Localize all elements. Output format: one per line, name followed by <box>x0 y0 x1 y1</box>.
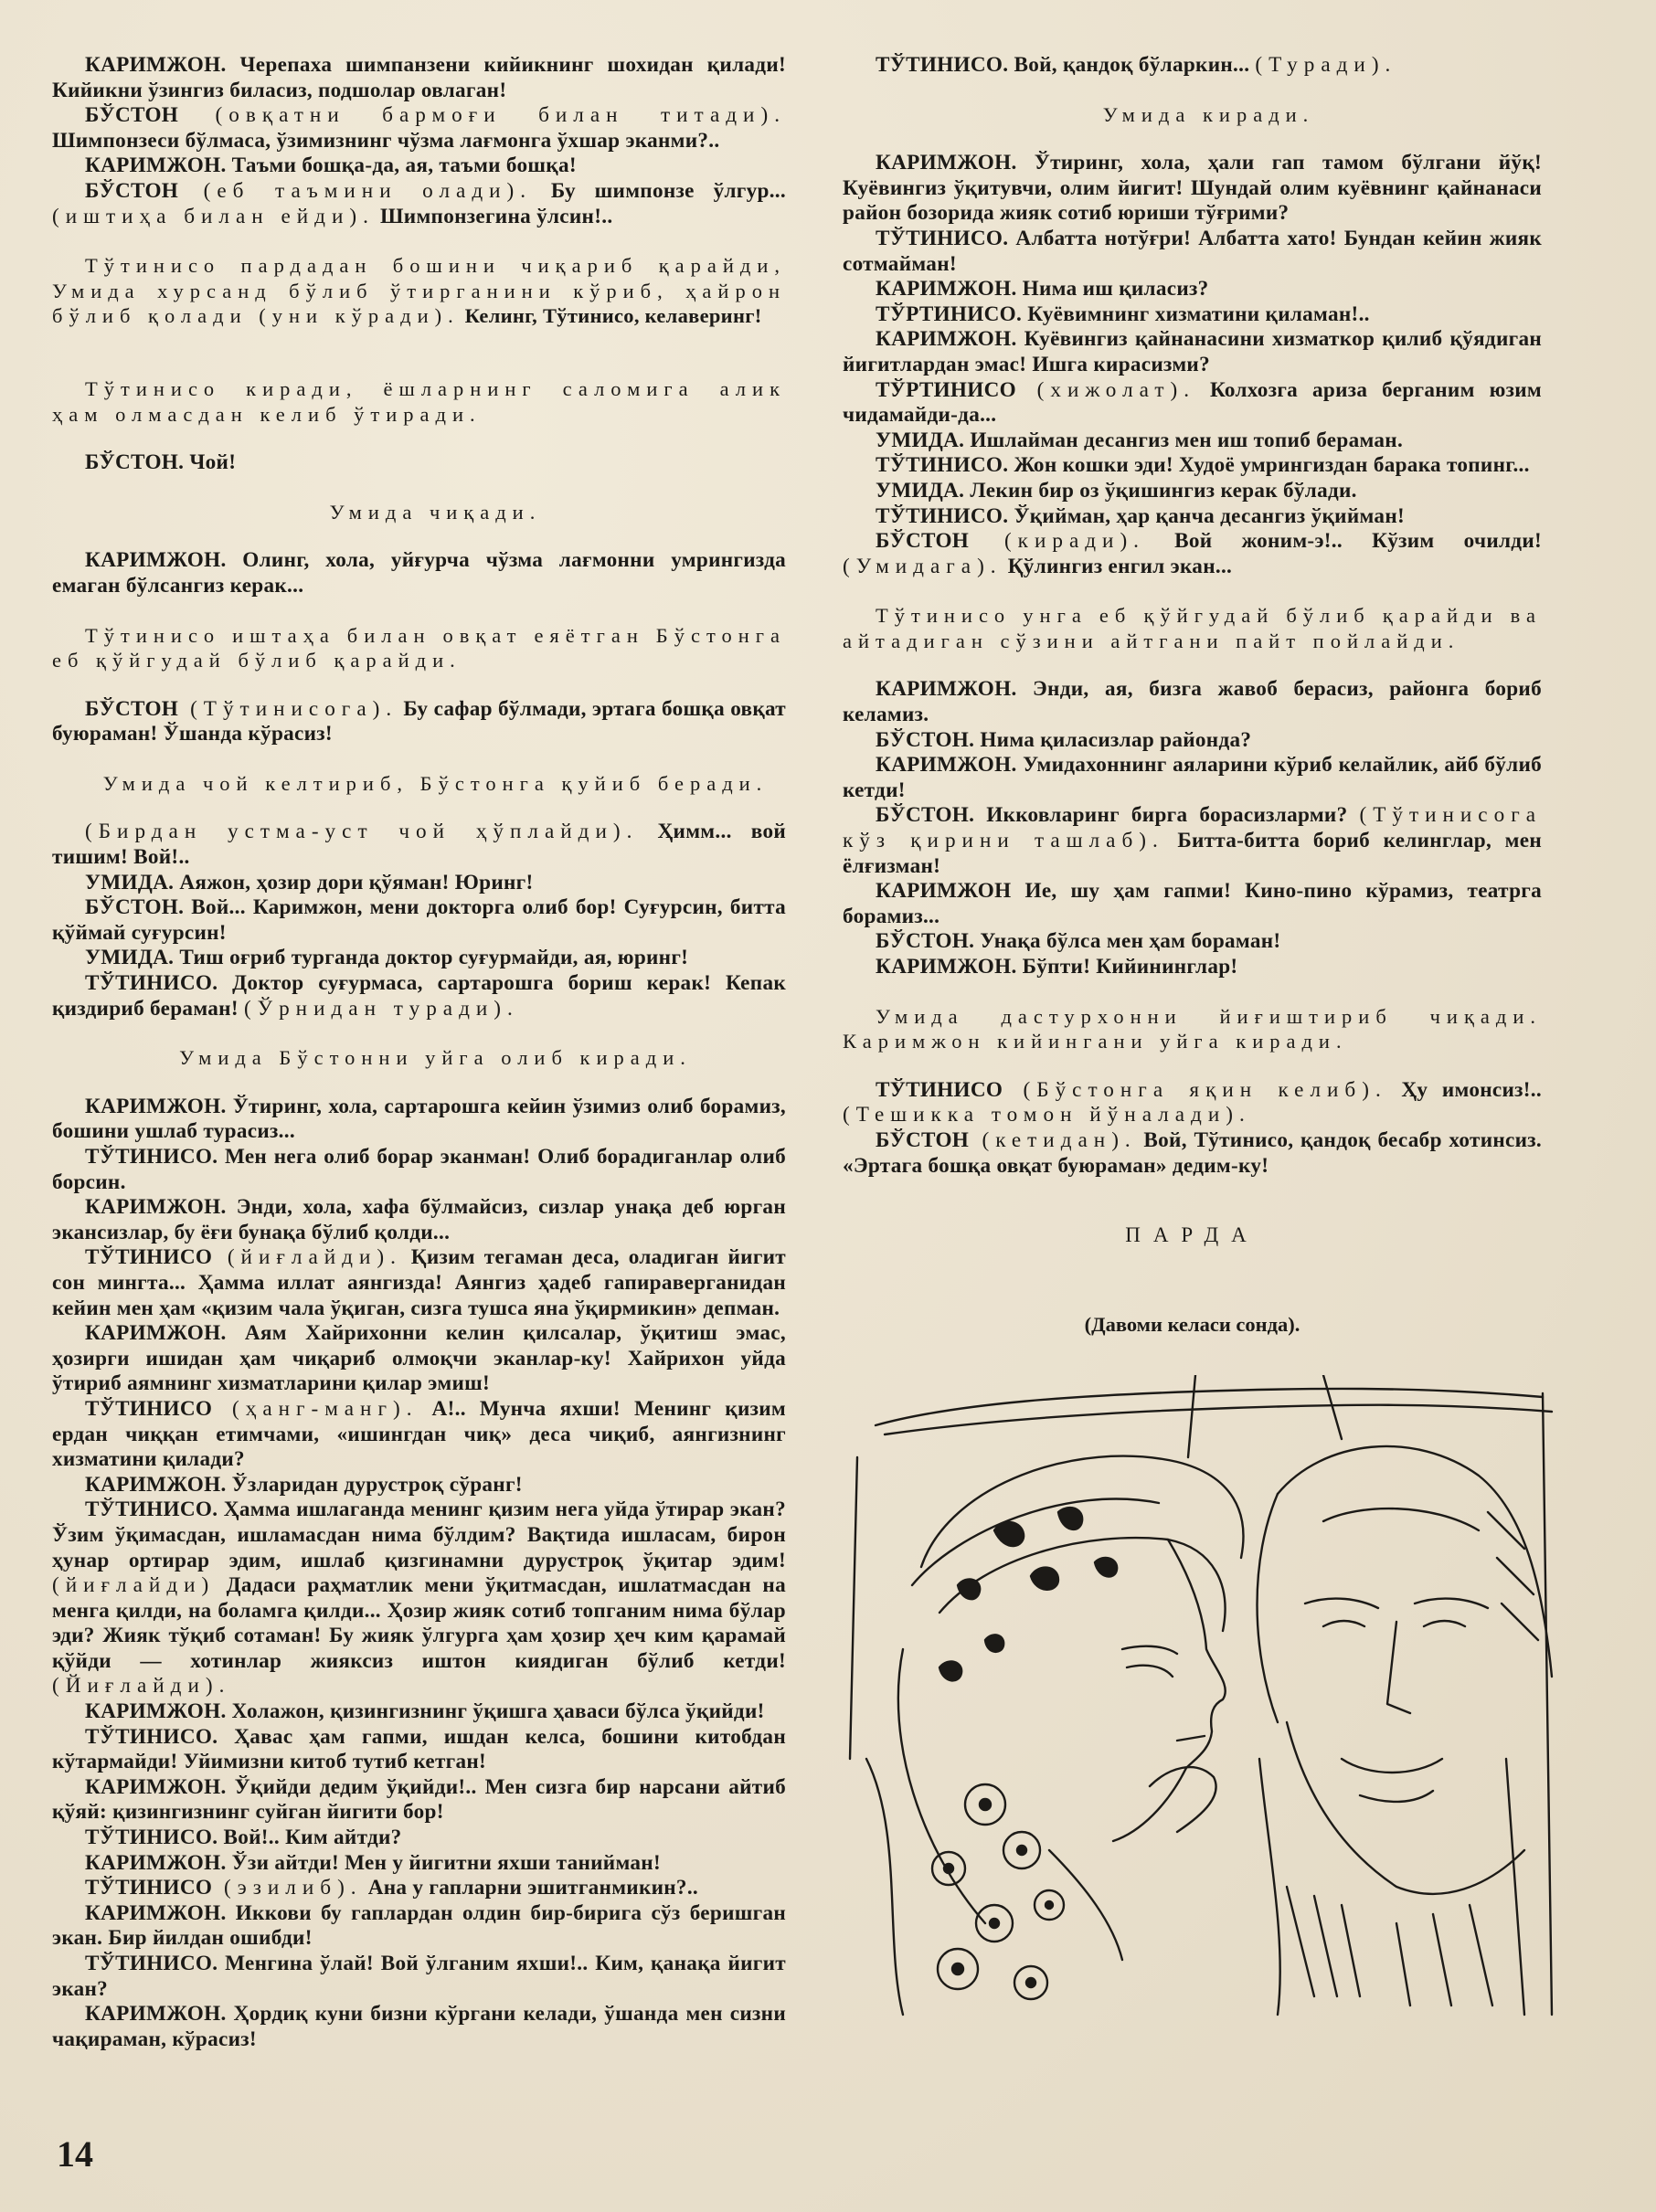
stage-direction: (Бирдан устма-уст чой ҳўплайди). <box>85 820 639 844</box>
speaker-name: ТЎТИНИСО <box>85 1396 213 1421</box>
dialogue-text: Куёвимнинг хизматини қиламан!.. <box>1022 302 1370 326</box>
dialogue-line <box>52 548 786 598</box>
stage-note <box>843 102 1542 128</box>
stage-note-text: Умида дастурхонни йиғиштириб чиқади. Каримжон кийингани уйга киради. <box>843 1004 1542 1053</box>
speaker-name: БЎСТОН. <box>876 803 975 828</box>
dialogue-text: Ҳамма ишлаганда менинг қизим нега уйда ўтирар экан? Ўзим ўқимасдан, ишламасдан нима бўлдим? Вақтида ишласам, бирон ҳунар ортирар эдим, ишлаб қизгинамни дурустроқ ўқитар эдим! <box>52 1498 786 1572</box>
continued-note: (Давоми келаси сонда). <box>1084 1312 1300 1336</box>
dialogue-line <box>52 1498 786 1699</box>
dialogue-line <box>843 302 1542 328</box>
dialogue-text: Бўпти! Кийининглар! <box>1016 955 1238 979</box>
dialogue-text: Лекин бир оз ўқишингиз керак бўлади. <box>964 478 1357 503</box>
dialogue-line <box>52 971 786 1021</box>
dialogue-line <box>52 1397 786 1473</box>
stage-direction: (Йиғлайди). <box>52 1674 231 1699</box>
dialogue-text: Энди, ая, бизга жавоб берасиз, районга бориб келамиз. <box>843 677 1542 727</box>
dialogue-text: Вой жоним-э!.. Кўзим очилди! <box>1144 529 1542 554</box>
speaker-name: КАРИМЖОН. <box>85 1699 227 1724</box>
stage-note <box>843 603 1542 653</box>
dialogue-text: Шимпонзеси бўлмаса, ўзимизнинг чўзма лағмонга ўхшар эканми?.. <box>52 128 720 153</box>
dialogue-text: Тиш оғриб турганда доктор суғурмайди, ая, юринг! <box>174 946 689 970</box>
dialogue-text: Таъми бошқа-да, ая, таъми бошқа! <box>226 153 577 178</box>
dialogue-text: Ие, шу ҳам гапми! Кино-пино кўрамиз, театрга борамиз... <box>843 879 1542 928</box>
stage-direction: (ҳанг-манг). <box>212 1396 419 1421</box>
speaker-name: КАРИМЖОН. <box>85 1900 227 1925</box>
dialogue-line <box>52 179 786 229</box>
dialogue-text: Олинг, хола, уйғурча чўзма лағмонни умрингизда емаган бўлсангиз керак... <box>52 548 786 598</box>
speaker-name: ТЎТИНИСО. <box>85 1826 218 1850</box>
dialogue-text: Битта-битта бориб келинглар, мен ёлғизман! <box>843 829 1542 878</box>
speaker-name: БЎСТОН. <box>876 727 975 752</box>
stage-note <box>843 1004 1542 1054</box>
dialogue-text: Энди, хола, хафа бўлмайсиз, сизлар унақа деб юрган экансизлар, бу ёғи бунақа бўлиб қолди... <box>52 1195 786 1244</box>
speaker-name: ТЎТИНИСО. <box>876 53 1009 77</box>
dialogue-line <box>843 879 1542 929</box>
stage-note-text: Тўтинисо пардадан бошини чиқариб қарайди, Умида хурсанд бўлиб ўтирганини кўриб, ҳайрон бўлиб қолади (уни кўради). <box>52 254 786 328</box>
speaker-name: КАРИМЖОН. <box>85 153 227 178</box>
dialogue-line <box>843 453 1542 479</box>
dialogue-text: Ўзи айтди! Мен у йигитни яхши танийман! <box>226 1850 661 1875</box>
dialogue-line <box>52 450 786 476</box>
dialogue-text: Вой, қандоқ бўларкин... <box>1008 53 1256 77</box>
dialogue-text: Ишлайман десангиз мен иш топиб бераман. <box>964 428 1404 452</box>
right-text-column <box>843 53 1542 1337</box>
dialogue-text: Ўтиринг, хола, сартарошга кейин ўзимиз олиб борамиз, бошини ушлаб турасиз... <box>52 1094 786 1144</box>
dialogue-text: Вой... Каримжон, мени докторга олиб бор! Суғурсин, битта қўймай суғурсин! <box>52 895 786 945</box>
speaker-name: КАРИМЖОН. <box>85 1774 227 1799</box>
stage-note <box>52 253 786 329</box>
speaker-name: КАРИМЖОН. <box>876 151 1017 175</box>
dialogue-line <box>52 1195 786 1245</box>
stage-direction: (эзилиб). <box>212 1876 363 1900</box>
dialogue-text: Ўқийман, ҳар қанча десангиз ўқийман! <box>1008 503 1406 528</box>
stage-direction: (овқатни бармоғи билан титади). <box>178 103 786 128</box>
speaker-name: БЎСТОН. <box>85 450 185 475</box>
dialogue-text: Ўтиринг, хола, ҳали гап тамом бўлгани йўқ! Куёвингиз ўқитувчи, олим йигит! Шундай олим куёвнинг қайнанаси район бозорида жияк сотиб юриши тўғрими? <box>843 151 1542 226</box>
speaker-name: БЎСТОН. <box>876 929 975 954</box>
speaker-name: УМИДА. <box>85 946 175 970</box>
speaker-name: БЎСТОН <box>85 103 179 128</box>
stage-direction: (кетидан). <box>969 1127 1137 1152</box>
speaker-name: КАРИМЖОН. <box>85 548 227 573</box>
stage-note-text: Умида чой келтириб, Бўстонга қуйиб беради. <box>102 771 769 795</box>
dialogue-text: Унақа бўлса мен ҳам бораман! <box>974 929 1281 954</box>
stage-direction: (еб таъмини олади). <box>178 178 533 203</box>
dialogue-text: А!.. Мунча яхши! Менинг қизим ердан чиққан етимчами, «ишингдан чиқ» деса чиқиб, аянгизнинг хизматини қилади? <box>52 1396 786 1472</box>
dialogue-text: Қизим тегаман деса, оладиган йигит сон мингта... Ҳамма иллат аянгизда! Аянгиз ҳадеб гапираверганидан кейин мен ҳам «қизим чала ўқиган, сизга тушса яна ўқирмикин» депман. <box>52 1245 786 1320</box>
curtain-heading: ПАРДА <box>1125 1223 1259 1247</box>
speaker-name: КАРИМЖОН. <box>85 1094 227 1118</box>
speaker-name: БЎСТОН <box>876 529 970 554</box>
dialogue-line <box>843 728 1542 754</box>
dialogue-line <box>843 378 1542 429</box>
dialogue-text: Куёвингиз қайнанасини хизматкор қилиб қўядиган йигитлардан эмас! Ишга кирасизми? <box>843 327 1542 376</box>
stage-note <box>52 623 786 673</box>
dialogue-line <box>843 529 1542 579</box>
dialogue-text: Ўқийди дедим ўқийди!.. Мен сизга бир нарсани айтиб қўяй: қизингизнинг суйган йигити бор! <box>52 1774 786 1825</box>
dialogue-line <box>843 277 1542 302</box>
stage-note-text: Тўтинисо унга еб қўйгудай бўлиб қарайди ва айтадиган сўзини айтгани пайт пойлайди. <box>843 604 1542 652</box>
dialogue-line <box>843 151 1542 227</box>
dialogue-line <box>52 1876 786 1901</box>
stage-direction: (Бўстонга яқин келиб). <box>1003 1077 1387 1102</box>
stage-note <box>52 376 786 427</box>
dialogue-line <box>52 53 786 103</box>
stage-direction: (Тўтинисога). <box>178 696 398 721</box>
dialogue-line <box>843 955 1542 980</box>
speaker-name: ТЎТИНИСО. <box>85 1724 218 1749</box>
dialogue-line <box>52 1145 786 1195</box>
stage-direction: (Туради). <box>1255 53 1397 77</box>
dialogue-text: Ҳордиқ куни бизни кўргани келади, ўшанда мен сизни чақираман, кўрасиз! <box>52 2002 786 2051</box>
dialogue-text: Вой, Тўтинисо, қандоқ бесабр хотинсиз. «Эртага бошқа овқат буюраман» дедим-ку! <box>843 1127 1542 1178</box>
dialogue-text: Нима қиласизлар районда? <box>974 727 1252 752</box>
dialogue-line <box>843 479 1542 504</box>
dialogue-line <box>843 753 1542 803</box>
speaker-name: УМИДА. <box>876 428 965 452</box>
speaker-name: КАРИМЖОН. <box>876 677 1017 702</box>
dialogue-line <box>843 803 1542 879</box>
stage-direction: (йиғлайди). <box>212 1245 402 1270</box>
speaker-name: КАРИМЖОН. <box>876 955 1017 979</box>
dialogue-line <box>52 1952 786 2002</box>
dialogue-line <box>52 1245 786 1321</box>
stage-direction: (йиғлайди) <box>52 1573 216 1598</box>
dialogue-line <box>52 103 786 153</box>
speaker-name: БЎСТОН <box>85 178 179 203</box>
stage-direction: (иштиҳа билан ейди). <box>52 204 375 228</box>
dialogue-line <box>843 1078 1542 1128</box>
dialogue-line <box>843 1128 1542 1179</box>
stage-direction: (Тешикка томон йўналади). <box>843 1103 1251 1127</box>
speaker-name: ТЎТИНИСО <box>876 1077 1003 1102</box>
dialogue-text: Келинг, Тўтинисо, келаверинг! <box>459 304 762 328</box>
speaker-name: КАРИМЖОН. <box>876 277 1017 302</box>
speaker-name: УМИДА. <box>876 478 965 503</box>
dialogue-text: Ҳимм... вой тишим! Вой!.. <box>52 820 786 870</box>
dialogue-line <box>52 1901 786 1952</box>
speaker-name: КАРИМЖОН. <box>85 1472 227 1497</box>
dialogue-text: Иккови бу гаплардан олдин бир-бирига сўз беришган экан. Бир йилдан ошибди! <box>52 1900 786 1951</box>
stage-note-text: Умида чиқади. <box>329 500 542 524</box>
dialogue-line <box>52 1826 786 1851</box>
dialogue-text: Бу шимпонзе ўлгур... <box>532 178 786 203</box>
dialogue-line <box>843 53 1542 79</box>
speaker-name: КАРИМЖОН. <box>85 1321 227 1346</box>
dialogue-text: Жон кошки эди! Худоё умрингиздан барака топинг... <box>1008 453 1530 478</box>
dialogue-line <box>52 946 786 971</box>
speaker-name: КАРИМЖОН. <box>876 753 1017 778</box>
dialogue-line <box>843 504 1542 530</box>
left-text-column <box>52 53 786 2052</box>
dialogue-line <box>843 677 1542 727</box>
stage-note <box>52 1045 786 1071</box>
speaker-name: ТЎТИНИСО. <box>876 503 1009 528</box>
stage-direction: (Тўтинисога кўз қирини ташлаб). <box>843 803 1542 853</box>
dialogue-text: Шимпонзегина ўлсин!.. <box>374 204 613 228</box>
stage-direction: (киради). <box>969 529 1145 554</box>
speaker-name: БЎСТОН <box>85 696 179 721</box>
speaker-name: БЎСТОН. <box>85 895 185 920</box>
page-number: 14 <box>57 2133 93 2175</box>
dialogue-line <box>52 895 786 946</box>
dialogue-text: Вой!.. Ким айтди? <box>218 1826 402 1850</box>
speaker-name: ТЎТИНИСО. <box>85 1145 218 1169</box>
speaker-name: ТЎТИНИСО <box>85 1876 213 1900</box>
speaker-name: УМИДА. <box>85 870 175 894</box>
speaker-name: ТЎТИНИСО <box>85 1245 213 1270</box>
dialogue-text: Албатта нотўғри! Албатта хато! Бундан кейин жияк сотмайман! <box>843 226 1542 276</box>
dialogue-text: Ўзларидан дурустроқ сўранг! <box>226 1472 523 1497</box>
speaker-name: ТЎТИНИСО. <box>85 1952 218 1975</box>
dialogue-line <box>52 1775 786 1826</box>
dialogue-text: Менгина ўлай! Вой ўлганим яхши!.. Ким, қанақа йигит экан? <box>52 1952 786 2001</box>
dialogue-text: Колхозга ариза берганим юзим чидамайди-да... <box>843 377 1543 428</box>
speaker-name: КАРИМЖОН. <box>85 1195 227 1220</box>
speaker-name: ТЎТИНИСО. <box>85 971 218 996</box>
dialogue-text: Аям Хайрихонни келин қилсалар, ўқитиш эмас, ҳозирги ишидан ҳам чиқариб олмоқчи эканлар-ку! Хайрихон уйда ўтириб аямнинг хизматларини қилар эмиш! <box>52 1321 786 1396</box>
two-women-sketch-icon <box>848 1375 1557 2029</box>
speaker-name: ТЎТИНИСО. <box>85 1498 218 1522</box>
speaker-name: ТЎТИНИСО. <box>876 453 1009 478</box>
speaker-name: КАРИМЖОН. <box>876 327 1017 352</box>
dialogue-line <box>52 697 786 747</box>
dialogue-line <box>843 227 1542 277</box>
dialogue-text: Ҳавас ҳам гапми, ишдан келса, бошини китобдан кўтармайди! Уйимизни китоб тутиб кетган! <box>52 1724 786 1774</box>
dialogue-text: Черепаха шимпанзени кийикнинг шохидан қилади! Кийикни ўзингиз биласиз, подшолар овлаган! <box>52 53 786 102</box>
stage-note <box>52 500 786 525</box>
dialogue-line <box>52 1321 786 1397</box>
speaker-name: КАРИМЖОН. <box>85 2002 227 2027</box>
dialogue-text: Дадаси раҳматлик мени ўқитмасдан, ишлатмасдан на менга қилди, на боламга қилди... Ҳозир жияк сотиб топганим нима бўлар эди? Жияк тўқиб сотаман! Бу жияк ўлгурга ҳам ҳозир ҳеч ким қарамай қўйди — хотинлар жияксиз иштон киядиган бўлиб кетди! <box>52 1573 786 1673</box>
dialogue-line <box>52 153 786 179</box>
dialogue-line <box>52 820 786 870</box>
dialogue-text: Ана у гапларни эшитганмикин?.. <box>362 1876 699 1900</box>
dialogue-line <box>52 1851 786 1877</box>
stage-note-text: Тўтинисо иштаҳа билан овқат еяётган Бўстонга еб қўйгудай бўлиб қарайди. <box>52 623 786 672</box>
dialogue-text: Холажон, қизингизнинг ўқишга ҳаваси бўлса ўқийди! <box>226 1699 765 1724</box>
speaker-name: ТЎРТИНИСО. <box>876 302 1023 326</box>
speaker-name: БЎСТОН <box>876 1127 970 1152</box>
dialogue-text: Чой! <box>184 450 237 475</box>
dialogue-line <box>843 327 1542 377</box>
dialogue-text: Умидахоннинг аяларини кўриб келайлик, айб бўлиб кетди! <box>843 753 1542 802</box>
stage-note <box>52 771 786 797</box>
dialogue-line <box>52 1473 786 1498</box>
dialogue-line <box>52 1699 786 1725</box>
stage-note-text: Умида Бўстонни уйга олиб киради. <box>179 1046 692 1070</box>
dialogue-line <box>52 871 786 896</box>
dialogue-text: Аяжон, ҳозир дори қўяман! Юринг! <box>174 870 534 894</box>
dialogue-text: Мен нега олиб борар эканман! Олиб борадиганлар олиб борсин. <box>52 1145 786 1194</box>
speaker-name: ТЎРТИНИСО <box>876 377 1016 402</box>
speaker-name: КАРИМЖОН. <box>85 1850 227 1875</box>
dialogue-text: Ҳу имонсиз!.. <box>1386 1077 1542 1102</box>
dialogue-line <box>52 1095 786 1145</box>
stage-note-text: Тўтинисо киради, ёшларнинг саломига алик ҳам олмасдан келиб ўтиради. <box>52 376 786 426</box>
stage-direction: (Ўрнидан туради). <box>243 996 519 1021</box>
stage-direction: (хижолат). <box>1016 377 1196 402</box>
dialogue-line <box>843 929 1542 955</box>
dialogue-line <box>52 1725 786 1775</box>
dialogue-text: Нима иш қиласиз? <box>1016 277 1209 302</box>
speaker-name: КАРИМЖОН. <box>85 53 227 77</box>
dialogue-text: Қўлингиз енгил экан... <box>1002 554 1233 578</box>
stage-direction: (Умидага). <box>843 554 1003 578</box>
dialogue-text: Доктор суғурмаса, сартарошга бориш керак! Кепак қиздириб бераман! <box>52 971 786 1021</box>
stage-note-text: Умида киради. <box>1102 102 1315 126</box>
speaker-name: ТЎТИНИСО. <box>876 226 1009 250</box>
dialogue-text: Бу сафар бўлмади, эртага бошқа овқат буюраман! Ўшанда кўрасиз! <box>52 696 786 746</box>
dialogue-line <box>843 429 1542 454</box>
dialogue-line <box>52 2002 786 2052</box>
dialogue-text: Икковларинг бирга борасизларми? <box>974 803 1360 828</box>
speaker-name: КАРИМЖОН <box>876 879 1012 904</box>
